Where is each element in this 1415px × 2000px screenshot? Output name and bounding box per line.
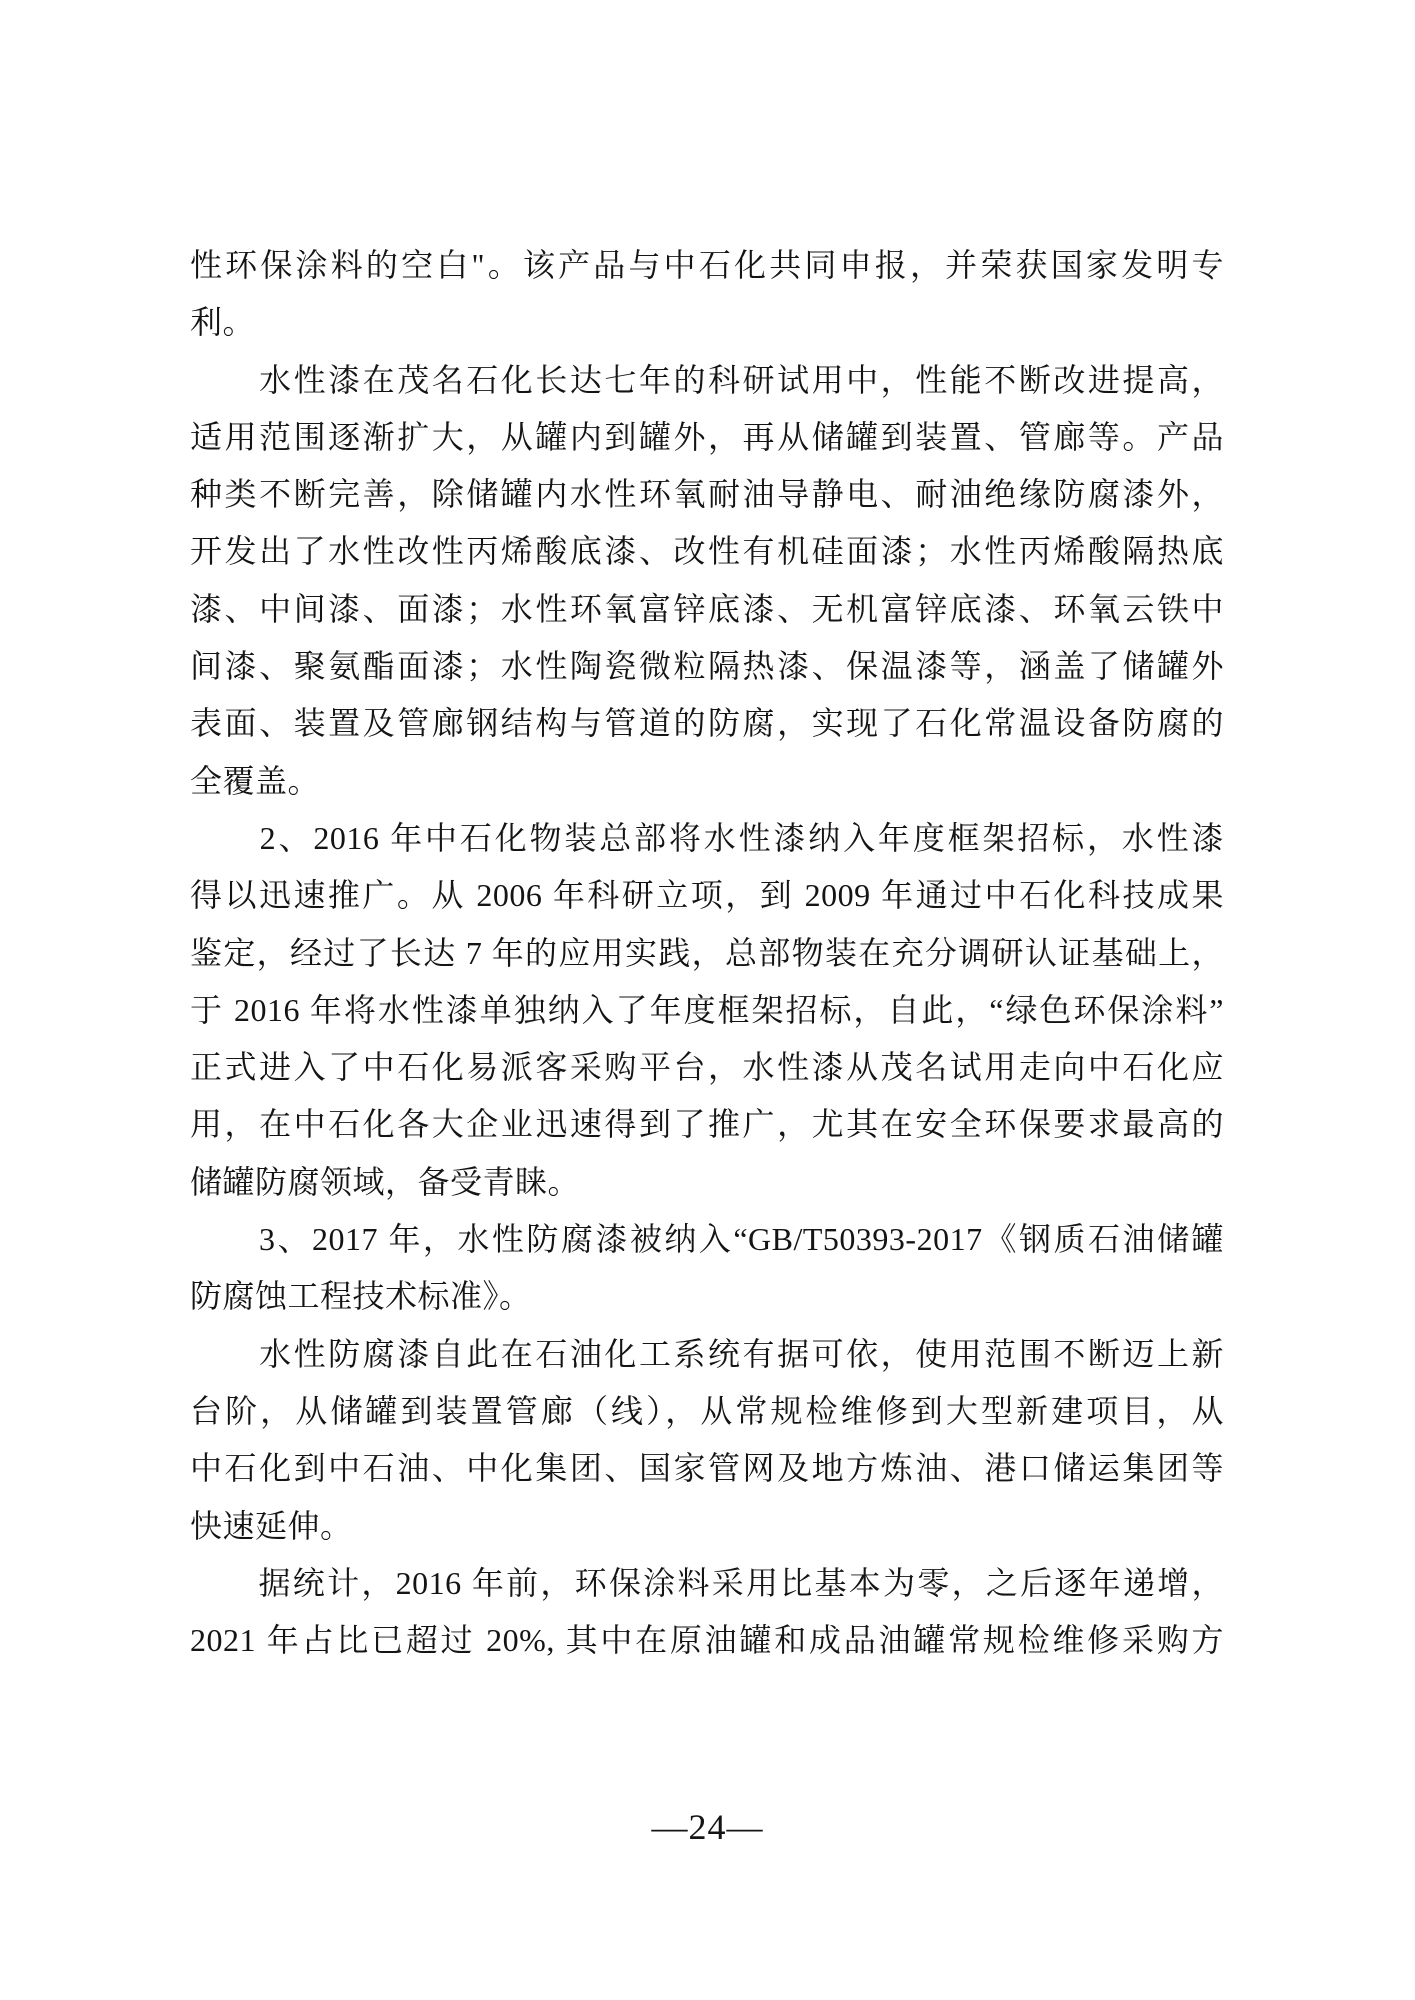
text-line: 性环保涂料的空白"。该产品与中石化共同申报，并荣获国家发明专 — [190, 247, 1224, 283]
text-line: 2、2016 年中石化物装总部将水性漆纳入年度框架招标，水性漆 — [190, 819, 1224, 856]
text-line: 正式进入了中石化易派客采购平台，水性漆从茂名试用走向中石化应 — [190, 1049, 1224, 1086]
text-line: 种类不断完善，除储罐内水性环氧耐油导静电、耐油绝缘防腐漆外， — [190, 476, 1224, 513]
text-line: 快速延伸。 — [190, 1507, 353, 1544]
text-line: 中石化到中石油、中化集团、国家管网及地方炼油、港口储运集团等 — [190, 1450, 1224, 1487]
text-line: 用，在中石化各大企业迅速得到了推广，尤其在安全环保要求最高的 — [190, 1106, 1224, 1143]
text-line: 间漆、聚氨酯面漆；水性陶瓷微粒隔热漆、保温漆等，涵盖了储罐外 — [190, 648, 1224, 685]
text-line: 防腐蚀工程技术标准》。 — [190, 1278, 532, 1315]
text-line: 2021 年占比已超过 20%, 其中在原油罐和成品油罐常规检维修采购方 — [190, 1622, 1224, 1659]
text-line: 据统计，2016 年前，环保涂料采用比基本为零，之后逐年递增， — [190, 1564, 1224, 1601]
text-line: 适用范围逐渐扩大，从罐内到罐外，再从储罐到装置、管廊等。产品 — [190, 418, 1224, 455]
text-line: 得以迅速推广。从 2006 年科研立项，到 2009 年通过中石化科技成果 — [190, 877, 1224, 914]
text-line: 鉴定，经过了长达 7 年的应用实践，总部物装在充分调研认证基础上， — [190, 934, 1224, 971]
text-line: 利。 — [190, 304, 256, 341]
text-line: 储罐防腐领域，备受青睐。 — [190, 1163, 581, 1200]
page-number: —24— — [651, 1807, 764, 1847]
text-line: 水性防腐漆自此在石油化工系统有据可依，使用范围不断迈上新 — [190, 1335, 1224, 1372]
text-line: 全覆盖。 — [190, 762, 321, 799]
document-body-text — [190, 237, 1224, 1669]
text-line: 表面、装置及管廊钢结构与管道的防腐，实现了石化常温设备防腐的 — [190, 705, 1224, 742]
text-line: 3、2017 年，水性防腐漆被纳入“GB/T50393-2017《钢质石油储罐 — [190, 1221, 1224, 1258]
text-line: 漆、中间漆、面漆；水性环氧富锌底漆、无机富锌底漆、环氧云铁中 — [190, 590, 1224, 627]
text-line: 于 2016 年将水性漆单独纳入了年度框架招标，自此，“绿色环保涂料” — [190, 991, 1224, 1028]
text-line: 水性漆在茂名石化长达七年的科研试用中，性能不断改进提高， — [190, 361, 1224, 398]
text-line: 台阶，从储罐到装置管廊（线），从常规检维修到大型新建项目，从 — [190, 1392, 1224, 1429]
text-line: 开发出了水性改性丙烯酸底漆、改性有机硅面漆；水性丙烯酸隔热底 — [190, 533, 1224, 570]
